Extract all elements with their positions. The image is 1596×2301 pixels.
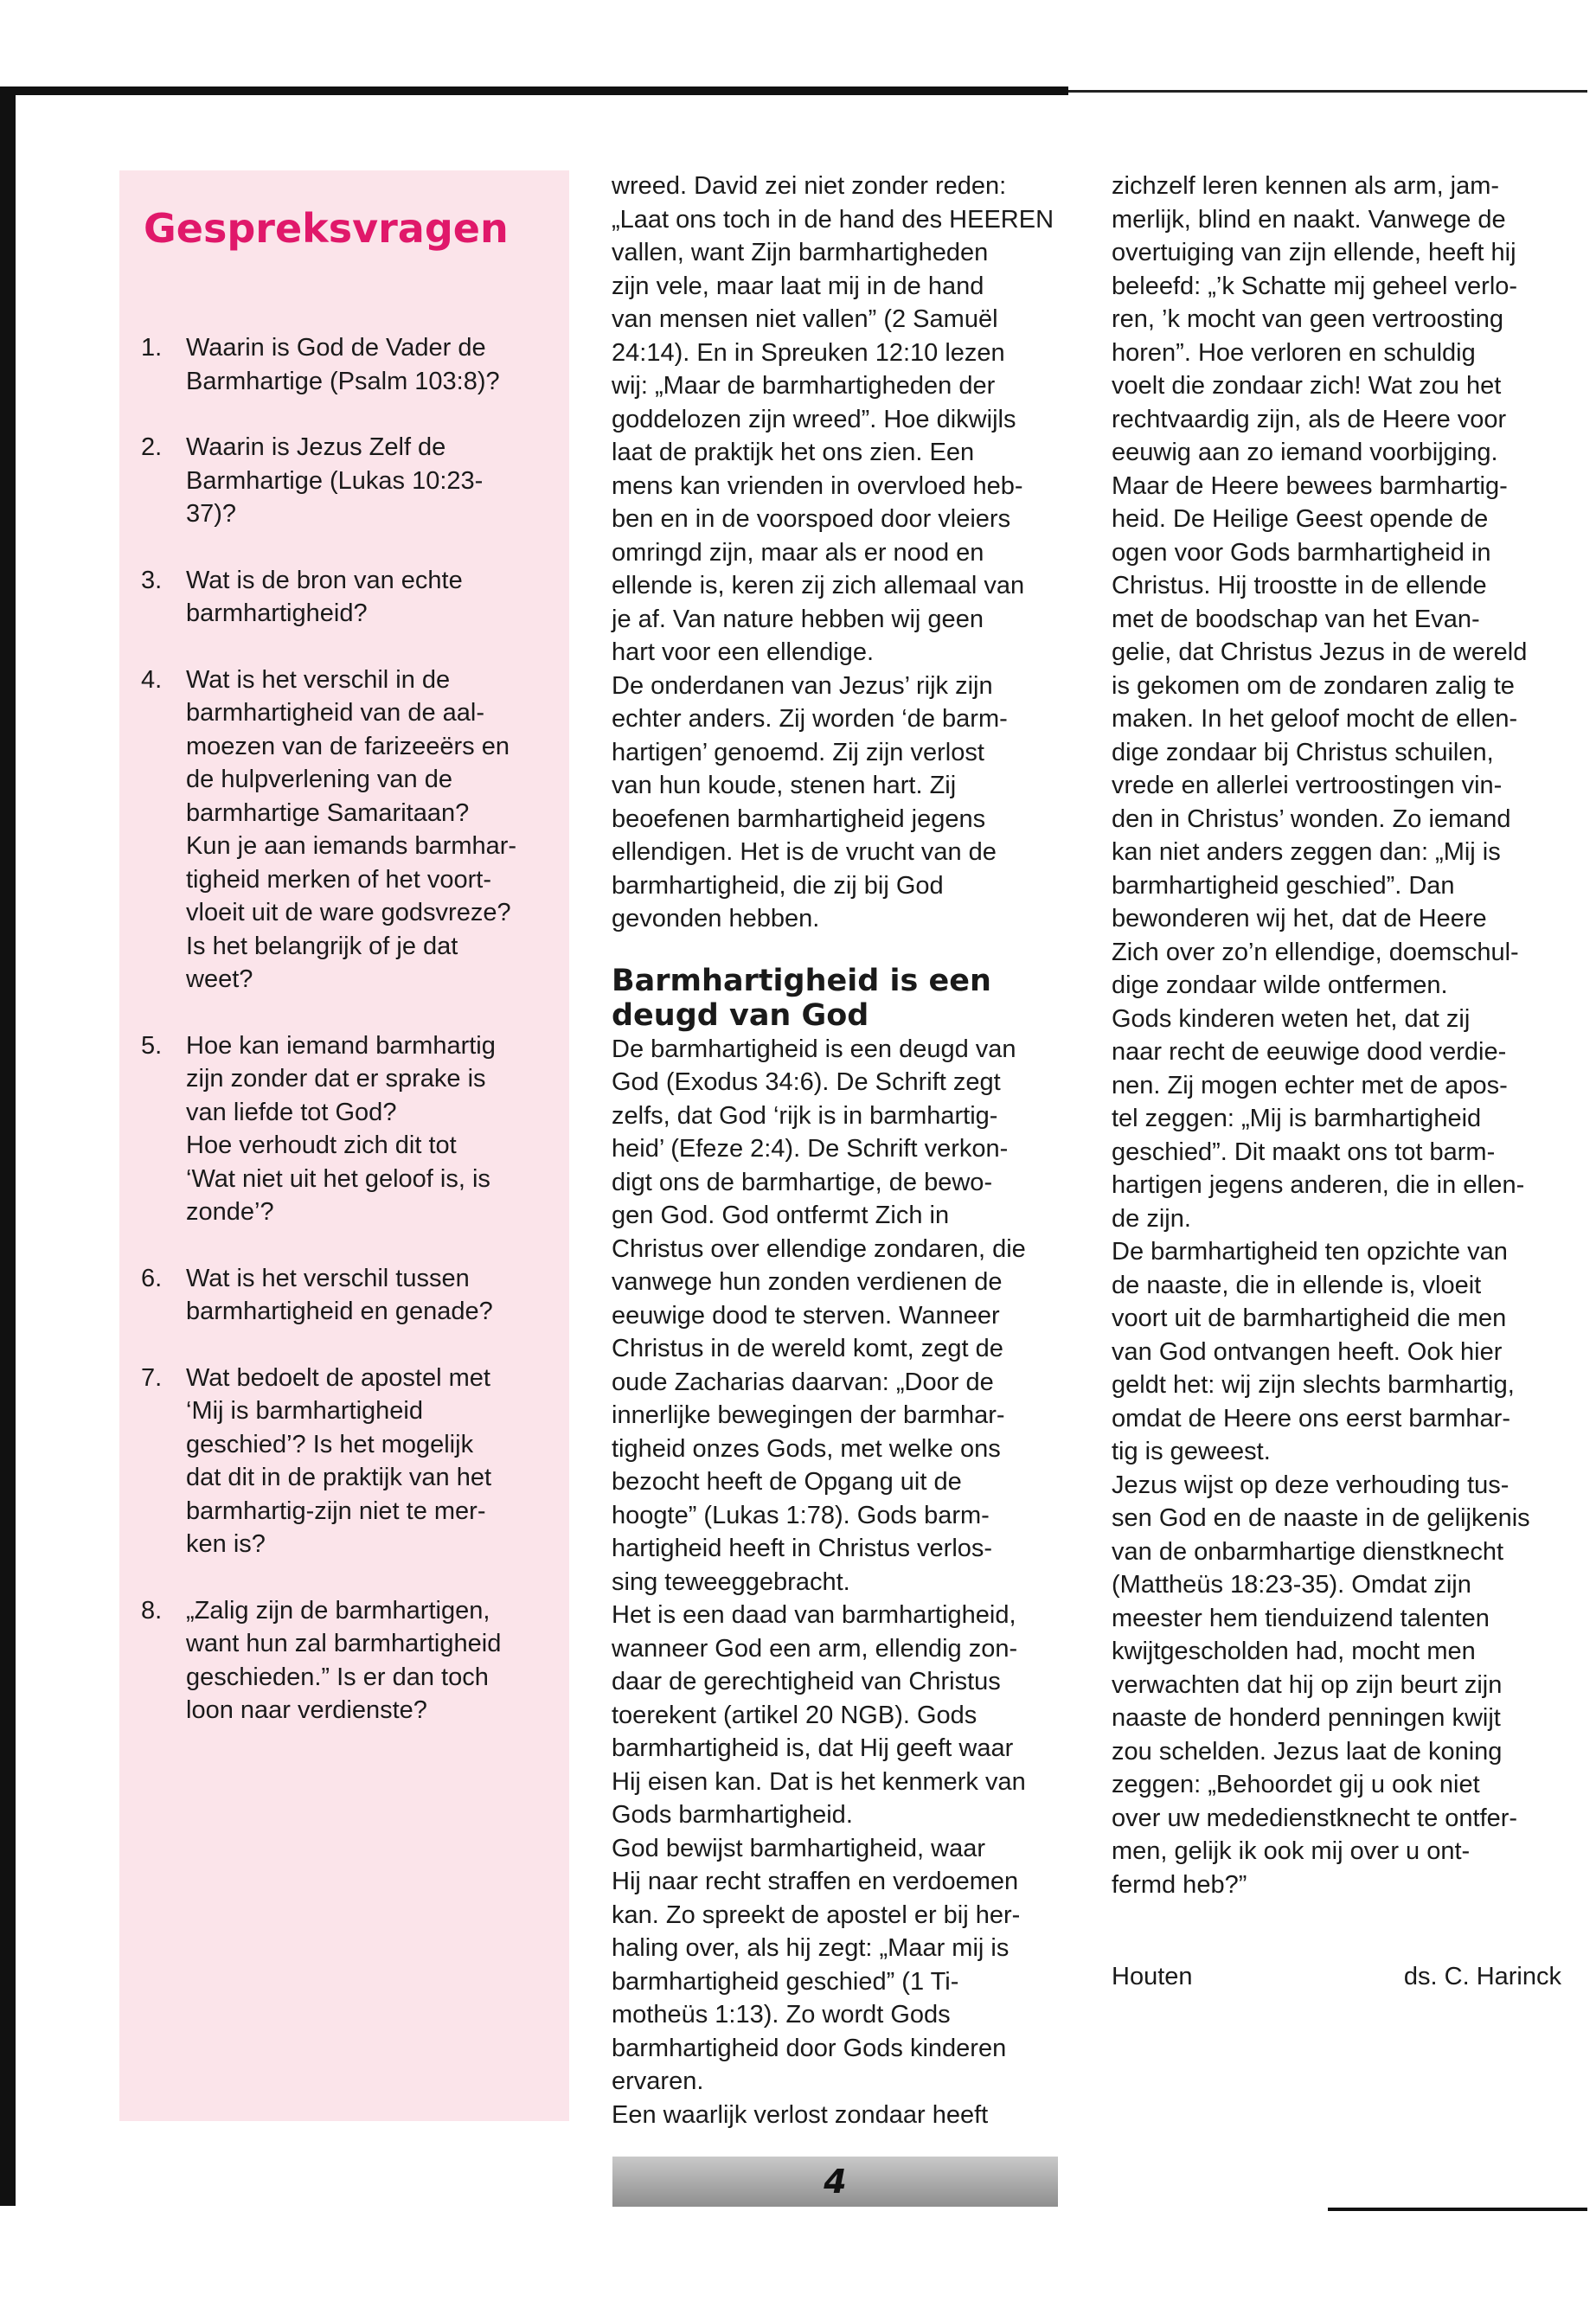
question-item (141, 1029, 556, 1229)
section-heading: Barmhartigheid is een deugd van God (612, 963, 991, 1033)
discussion-questions-sidebar (119, 170, 569, 2121)
question-number: 2. (141, 433, 163, 461)
question-item (141, 1362, 556, 1561)
question-text: Wat bedoelt de apostel met ‘Mij is barmhartigheid geschied’? Is het mogelijk dat dit in de praktijk van het barmhartig-zijn niet te mer- ken is? (186, 1363, 492, 1558)
question-text: Wat is het verschil in de barmhartigheid van de aal- moezen van de farizeeërs en de hulpverlening van de barmhartige Samaritaan? Kun je aan iemands barmhar- tigheid merken of het voort- vloeit uit de ware godsvreze? Is het belangrijk of je dat weet? (186, 665, 517, 993)
article-column-right (1112, 170, 1561, 1994)
bottom-rule (1328, 2208, 1587, 2211)
top-rule-right (1068, 90, 1587, 93)
signature-author: ds. C. Harinck (1403, 1963, 1561, 1990)
question-text: Waarin is God de Vader de Barmhartige (Psalm 103:8)? (186, 334, 500, 395)
article-paragraph: Het is een daad van barmhartigheid, wanneer God een arm, ellendig zon- daar de gerechtigheid van Christus toerekent (artikel 20 NGB). Gods barmhartigheid is, dat Hij geeft waar Hij eisen kan. Dat is het kenmerk van Gods barmhartigheid. (612, 1601, 1026, 1829)
article-paragraph: De barmhartigheid ten opzichte van de naaste, die in ellende is, vloeit voort uit de barmhartigheid die men van God ontvangen heeft. Ook hier geldt het: wij zijn slechts barmhartig, omdat de Heere ons eerst barmhar- tig is geweest. (1112, 1238, 1515, 1465)
question-text: Wat is de bron van echte barmhartigheid? (186, 566, 463, 627)
question-item (141, 1262, 556, 1329)
article-paragraph: zichzelf leren kennen als arm, jam- merlijk, blind en naakt. Vanwege de overtuiging van zijn ellende, heeft hij beleefd: „’k Schatte mij geheel verlo- ren, ’k mocht van geen vertroosting horen”. Hoe verloren en schuldig voelt die zondaar zich! Wat zou het rechtvaardig zijn, als de Heere voor eeuwig aan zo iemand voorbijging. Maar de Heere bewees barmhartig- heid. De Heilige Geest opende de ogen voor Gods barmhartigheid in Christus. Hij troostte in de ellende met de boodschap van het Evan- gelie, dat Christus Jezus in de wereld is gekomen om de zondaren zalig te maken. In het geloof mocht de ellen- dige zondaar bij Christus schuilen, vrede en allerlei vertroostingen vin- den in Christus’ wonden. Zo iemand kan niet anders zeggen dan: „Mij is barmhartigheid geschied”. Dan bewonderen wij het, dat de Heere Zich over zo’n ellendige, doemschul- dige zondaar wilde ontfermen. (1112, 172, 1528, 999)
question-number: 3. (141, 566, 163, 594)
question-item (141, 1594, 556, 1727)
question-item (141, 663, 556, 997)
question-number: 5. (141, 1031, 163, 1060)
article-paragraph: De onderdanen van Jezus’ rijk zijn echter anders. Zij worden ‘de barm- hartigen’ genoemd. Zij zijn verlost van hun koude, stenen hart. Zij beoefenen barmhartigheid jegens ellendigen. Het is de vrucht van de barmhartigheid, die zij bij God gevonden hebben. (612, 671, 1008, 933)
question-text: Waarin is Jezus Zelf de Barmhartige (Lukas 10:23- 37)? (186, 433, 484, 528)
signature (1112, 1960, 1561, 1994)
signature-place: Houten (1112, 1963, 1193, 1990)
article-paragraph: wreed. David zei niet zonder reden: „Laat ons toch in de hand des HEEREN vallen, want Zijn barmhartigheden zijn vele, maar laat mij in de hand van mensen niet vallen” (2 Samuël 24:14). En in Spreuken 12:10 lezen wij: „Maar de barmhartigheden der goddelozen zijn wreed”. Hoe dikwijls laat de praktijk het ons zien. Een mens kan vrienden in overvloed heb- ben en in de voorspoed door vleiers omringd zijn, maar als er nood en ellende is, keren zij zich allemaal van je af. Van nature hebben wij geen hart voor een ellendige. (612, 172, 1054, 666)
left-edge-bar (0, 87, 16, 2206)
article-column-middle (612, 170, 1061, 2131)
top-rule (0, 87, 1068, 95)
question-text: „Zalig zijn de barmhartigen, want hun zal barmhartigheid geschieden.” Is er dan toch loon naar verdienste? (186, 1596, 502, 1724)
article-paragraph: De barmhartigheid is een deugd van God (Exodus 34:6). De Schrift zegt zelfs, dat God ‘rijk is in barmhartig- heid’ (Efeze 2:4). De Schrift verkon- digt ons de barmhartige, de bewo- gen God. God ontfermt Zich in Christus over ellendige zondaren, die vanwege hun zonden verdienen de eeuwige dood te sterven. Wanneer Christus in de wereld komt, zegt de oude Zacharias daarvan: „Door de innerlijke bewegingen der barmhar- tigheid onzes Gods, met welke ons bezocht heeft de Opgang uit de hoogte” (Lukas 1:78). Gods barm- hartigheid heeft in Christus verlos- sing teweeggebracht. (612, 1035, 1026, 1596)
question-item (141, 564, 556, 631)
question-text: Wat is het verschil tussen barmhartigheid en genade? (186, 1264, 493, 1325)
sidebar-title: Gespreksvragen (144, 205, 509, 252)
question-list (141, 331, 556, 1760)
question-number: 4. (141, 665, 163, 694)
question-number: 7. (141, 1363, 163, 1392)
question-number: 8. (141, 1596, 163, 1625)
article-paragraph: Gods kinderen weten het, dat zij naar recht de eeuwige dood verdie- nen. Zij mogen echter met de apos- tel zeggen: „Mij is barmhartigheid geschied”. Dit maakt ons tot barm- hartigen jegens anderen, die in ellen- de zijn. (1112, 1004, 1525, 1233)
question-text: Hoe kan iemand barmhartig zijn zonder dat er sprake is van liefde tot God? Hoe verhoudt zich dit tot ‘Wat niet uit het geloof is, is zonde’? (186, 1031, 496, 1226)
article-paragraph: God bewijst barmhartigheid, waar Hij naar recht straffen en verdoemen kan. Zo spreekt de apostel er bij her- haling over, als hij zegt: „Maar mij is barmhartigheid geschied” (1 Ti- motheüs 1:13). Zo wordt Gods barmhartigheid door Gods kinderen ervaren. (612, 1834, 1021, 2095)
article-paragraph: Jezus wijst op deze verhouding tus- sen God en de naaste in de gelijkenis van de onbarmhartige dienstknecht (Mattheüs 18:23-35). Omdat zijn meester hem tienduizend talenten kwijtgescholden had, mocht men verwachten dat hij op zijn beurt zijn naaste de honderd penningen kwijt zou schelden. Jezus laat de koning zeggen: „Behoordet gij u ook niet over uw mededienstknecht te ontfer- men, gelijk ik ook mij over u ont- fermd heb?” (1112, 1471, 1530, 1899)
question-item (141, 331, 556, 398)
article-paragraph: Een waarlijk verlost zondaar heeft (612, 2100, 989, 2129)
question-number: 1. (141, 334, 163, 362)
page-number: 4 (824, 2163, 847, 2201)
question-number: 6. (141, 1264, 163, 1292)
page-number-bar (612, 2157, 1058, 2207)
question-item (141, 431, 556, 531)
